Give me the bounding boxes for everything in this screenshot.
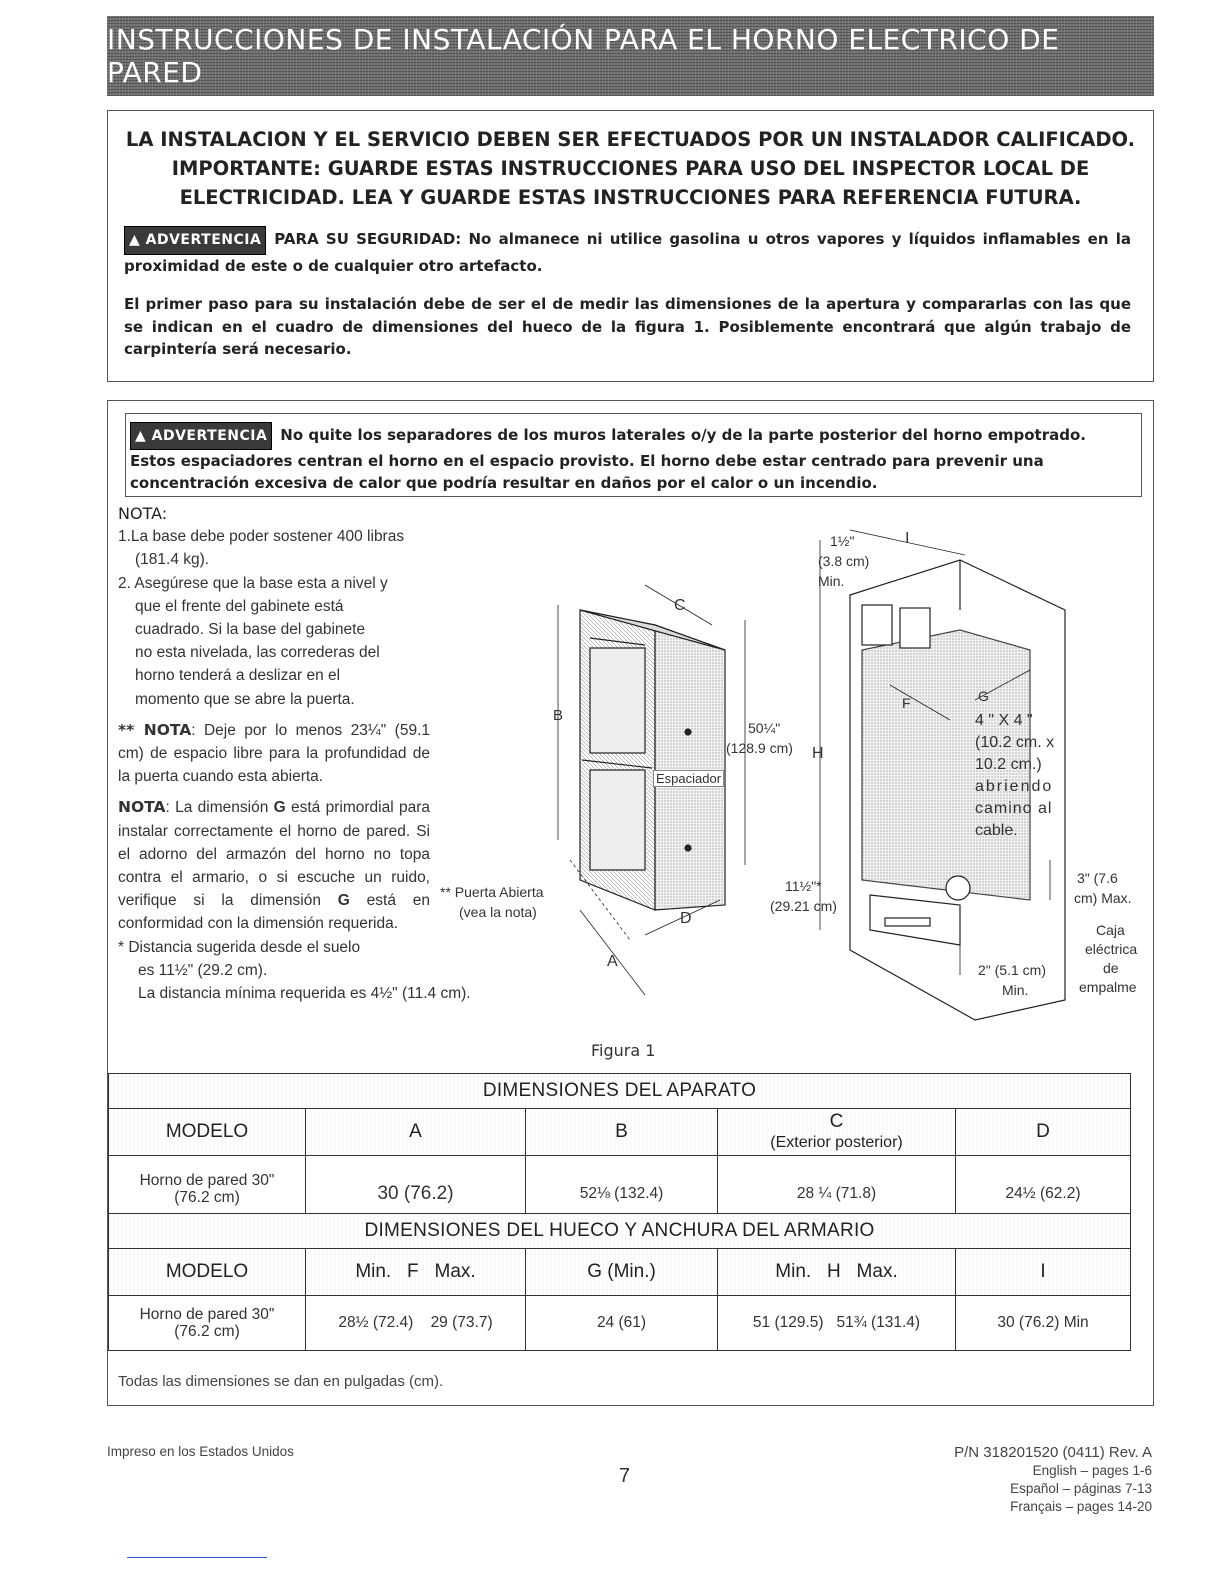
appliance-dimensions-table	[108, 1073, 1130, 1222]
label-d: D	[680, 910, 692, 927]
col-modelo: MODELO	[109, 1109, 306, 1156]
label-h115: 11½"*	[785, 878, 822, 894]
warning2-text: No quite los separadores de los muros laterales o/y de la parte posterior del horno empotrado. Estos espaciadores centran el horno en el espacio provisto. El horno debe estar centrado para prevenir una concentración excesiva de calor que podría resultar en daños por el calor o un incendio.	[130, 426, 1086, 492]
table2-g: 24 (61)	[526, 1296, 718, 1351]
label-caja-3: de	[1103, 960, 1119, 976]
lang-spanish: Español – páginas 7-13	[1010, 1481, 1152, 1496]
label-h115cm: (29.21 cm)	[770, 898, 837, 914]
col-h: Min. H Max.	[718, 1249, 956, 1296]
nota-g-letter-2: G	[337, 892, 350, 910]
nota-depth	[118, 719, 430, 789]
nota-depth-text: : Deje por lo menos 23¼" (59.1 cm) de espacio libre para la profundidad de la puerta cuando esta abierta.	[118, 721, 430, 786]
label-caja: Caja	[1096, 922, 1125, 938]
nota-g-letter: G	[273, 799, 286, 817]
table1-title: DIMENSIONES DEL APARATO	[109, 1074, 1131, 1109]
col-c-sub: (Exterior posterior)	[770, 1134, 903, 1151]
warning-paragraph	[124, 226, 1131, 277]
cutout-dimensions-table	[108, 1213, 1130, 1351]
label-3in-max: cm) Max.	[1074, 890, 1132, 906]
lang-french: Français – pages 14-20	[1010, 1499, 1152, 1514]
heading-line: LA INSTALACION Y EL SERVICIO DEBEN SER EFECTUADOS POR UN INSTALADOR CALIFICADO.	[125, 128, 1136, 151]
heading-line: IMPORTANTE: GUARDE ESTAS INSTRUCCIONES PARA USO DEL INSPECTOR LOCAL DE	[171, 157, 1090, 180]
table2-i: 30 (76.2) Min	[956, 1296, 1131, 1351]
intro-box	[107, 110, 1154, 382]
label-2in-min: Min.	[1002, 982, 1029, 998]
label-3in: 3" (7.6	[1077, 870, 1118, 886]
nota-depth-prefix: ** NOTA	[118, 720, 192, 739]
label-sq6: cable.	[975, 822, 1018, 839]
col-g: G (Min.)	[526, 1249, 718, 1296]
page-number: 7	[619, 1465, 631, 1487]
label-puerta: ** Puerta Abierta	[440, 884, 544, 900]
intro-heading	[108, 125, 1153, 212]
col-d: D	[956, 1109, 1131, 1156]
figure-1-diagram	[430, 500, 1154, 1030]
warning-badge: ▲ ADVERTENCIA	[124, 226, 266, 255]
table1-model	[109, 1156, 306, 1222]
label-a: A	[607, 953, 618, 970]
notes-column	[118, 502, 471, 1005]
label-i-min: Min.	[818, 573, 845, 589]
label-2in: 2" (5.1 cm)	[978, 962, 1046, 978]
table2-f: 28½ (72.4) 29 (73.7)	[306, 1296, 526, 1351]
nota-g	[118, 796, 430, 935]
label-caja-4: empalme	[1079, 979, 1137, 995]
model-line-cm: (76.2 cm)	[174, 1323, 240, 1340]
nota-g-prefix: NOTA	[118, 798, 166, 817]
note-item-2-line: cuadrado. Si la base del gabinete	[135, 621, 366, 639]
label-caja-2: eléctrica	[1085, 941, 1138, 957]
table-footnote: Todas las dimensiones se dan en pulgadas (cm).	[118, 1373, 444, 1390]
label-sq1: 4 " X 4 "	[975, 712, 1033, 729]
label-i-top: 1½"	[830, 533, 855, 549]
note-item-2: 2. Asegúrese que la base esta a nivel y	[118, 574, 388, 592]
label-sq2: (10.2 cm. x	[975, 734, 1055, 751]
warning2-badge: ▲ ADVERTENCIA	[130, 422, 272, 450]
note-item-2-line: horno tenderá a deslizar en el	[135, 667, 341, 685]
star-note: * Distancia sugerida desde el suelo	[118, 938, 361, 956]
heading-line: ELECTRICIDAD. LEA Y GUARDE ESTAS INSTRUCCIONES PARA REFERENCIA FUTURA.	[179, 186, 1082, 209]
label-i-cm: (3.8 cm)	[818, 553, 870, 569]
label-h50cm: (128.9 cm)	[726, 740, 793, 756]
col-b: B	[526, 1109, 718, 1156]
table1-b: 52⅛ (132.4)	[526, 1156, 718, 1222]
nota-g-text-b: está primordial para instalar correctamente el horno de pared. Si el adorno del armazón del horno no topa contra el armario, o si escuche un ruido, verifique si la dimensión	[118, 799, 430, 910]
label-i: I	[905, 530, 910, 547]
col-c-label: C	[829, 1111, 844, 1132]
warning2-box	[125, 413, 1142, 497]
table1-a: 30 (76.2)	[306, 1156, 526, 1222]
oven-drawing	[580, 610, 725, 910]
model-line-cm: (76.2 cm)	[174, 1188, 240, 1206]
label-sq3: 10.2 cm.)	[975, 756, 1042, 773]
table1-c: 28 ¼ (71.8)	[718, 1156, 956, 1222]
table2-model	[109, 1296, 306, 1351]
label-h: H	[812, 745, 824, 762]
table1-d: 24½ (62.2)	[956, 1156, 1131, 1222]
warning-badge-label: ADVERTENCIA	[145, 232, 262, 248]
label-sq4: abriendo	[975, 778, 1054, 795]
label-espaciador: Espaciador	[653, 770, 724, 787]
warning-text: PARA SU SEGURIDAD: No almanece ni utilice gasolina u otros vapores y líquidos inflamables en la proximidad de este o de cualquier otro artefacto.	[124, 230, 1131, 275]
label-c: C	[674, 597, 686, 614]
notes-title: NOTA:	[118, 504, 168, 523]
star-note-b: es 11½" (29.2 cm).	[138, 961, 268, 979]
col-a: A	[306, 1109, 526, 1156]
table2-title: DIMENSIONES DEL HUECO Y ANCHURA DEL ARMARIO	[109, 1214, 1131, 1249]
printed-in: Impreso en los Estados Unidos	[107, 1444, 294, 1459]
note-item-1: 1.La base debe poder sostener 400 libras	[118, 528, 405, 546]
col-i: I	[956, 1249, 1131, 1296]
label-b: B	[553, 707, 564, 724]
model-line: Horno de pared 30"	[139, 1171, 275, 1189]
banner-title: INSTRUCCIONES DE INSTALACIÓN PARA EL HORNO ELECTRICO DE PARED	[107, 23, 1060, 89]
footer-rule	[127, 1557, 267, 1558]
part-number: P/N 318201520 (0411) Rev. A	[954, 1444, 1152, 1461]
nota-g-text-c: está en conformidad con la dimensión requerida.	[118, 892, 430, 933]
label-h50: 50¼"	[748, 720, 781, 736]
col-modelo-2: MODELO	[109, 1249, 306, 1296]
label-puerta-note: (vea la nota)	[459, 904, 537, 920]
star-note-c: La distancia mínima requerida es 4½" (11.4 cm).	[138, 985, 471, 1003]
figure-caption: Figura 1	[591, 1041, 656, 1060]
col-c	[718, 1109, 956, 1156]
nota-g-text-a: : La dimensión	[165, 799, 274, 817]
note-item-2-line: no esta nivelada, las correderas del	[135, 644, 380, 662]
model-line: Horno de pared 30"	[139, 1306, 275, 1323]
warning2-badge-label: ADVERTENCIA	[151, 428, 268, 444]
label-sq5: camino al	[975, 800, 1053, 817]
lang-english: English – pages 1-6	[1032, 1463, 1152, 1478]
note-item-2-line: que el frente del gabinete está	[135, 597, 344, 615]
col-f: Min. F Max.	[306, 1249, 526, 1296]
page-banner	[107, 16, 1154, 96]
table2-h: 51 (129.5) 51¾ (131.4)	[718, 1296, 956, 1351]
footer-right	[954, 1444, 1152, 1516]
first-step-paragraph: El primer paso para su instalación debe de ser el de medir las dimensiones de la apertura y compararlas con las que se indican en el cuadro de dimensiones del hueco de la figura 1. Posiblemente encontrará que algún trabajo de carpintería será necesario.	[124, 295, 1131, 358]
note-item-2-line: momento que se abre la puerta.	[135, 690, 355, 708]
note-item-1b: (181.4 kg).	[135, 551, 210, 569]
label-g: G	[978, 688, 989, 704]
label-f: F	[902, 695, 911, 711]
